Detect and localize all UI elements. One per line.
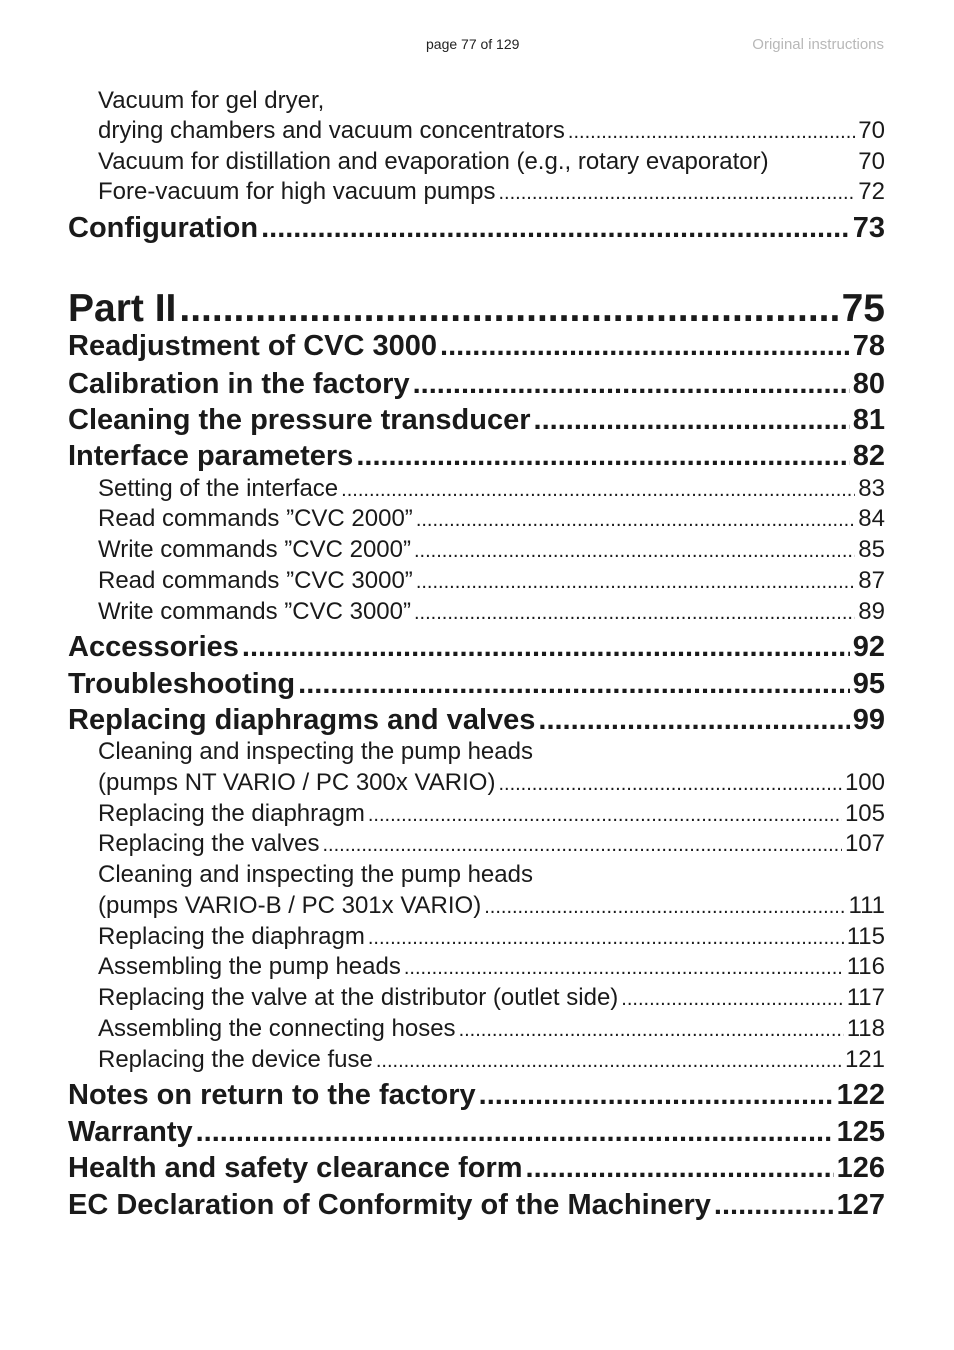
- dot-leader: [416, 505, 855, 534]
- toc-entry-page: 89: [858, 598, 885, 625]
- toc-entry-title: Setting of the interface: [98, 475, 339, 502]
- dot-leader: [538, 702, 849, 738]
- toc-entry-page: 73: [852, 212, 885, 244]
- toc-entry-page: 84: [858, 505, 885, 532]
- toc-entry-title: EC Declaration of Conformity of the Machinery: [68, 1189, 711, 1221]
- toc-entry-page: 116: [846, 953, 885, 980]
- toc-subentry[interactable]: [98, 891, 885, 921]
- toc-subentry[interactable]: [98, 799, 885, 829]
- dot-leader: [413, 366, 850, 402]
- toc-entry-page: 115: [846, 923, 885, 950]
- dot-leader: [568, 117, 855, 146]
- toc-entry-page: 72: [858, 178, 885, 205]
- toc-entry-title: Cleaning the pressure transducer: [68, 404, 531, 436]
- toc-subentry[interactable]: [98, 768, 885, 798]
- toc-subentry[interactable]: [98, 566, 885, 596]
- toc-entry-title: Replacing diaphragms and valves: [68, 704, 536, 736]
- toc-entry-title: (pumps NT VARIO / PC 300x VARIO): [98, 769, 496, 796]
- toc-entry-title: Write commands ”CVC 2000”: [98, 536, 411, 563]
- toc-entry[interactable]: [68, 666, 885, 702]
- dot-leader: [459, 1015, 844, 1044]
- toc-entry-title: Configuration: [68, 212, 259, 244]
- toc-entry-title: (pumps VARIO-B / PC 301x VARIO): [98, 892, 482, 919]
- toc-entry-page: 70: [858, 117, 885, 144]
- dot-leader: [498, 769, 842, 798]
- dot-leader: [368, 923, 844, 952]
- toc-entry[interactable]: [68, 1150, 885, 1186]
- dot-leader: [414, 536, 855, 565]
- toc-entry-page: 75: [841, 287, 885, 330]
- toc-entry-page: 82: [852, 440, 885, 472]
- toc-entry-page: 111: [848, 892, 885, 919]
- dot-leader: [714, 1187, 834, 1223]
- toc-entry-page: 117: [846, 984, 885, 1011]
- toc-entry-title: Warranty: [68, 1116, 193, 1148]
- toc-entry[interactable]: [68, 702, 885, 738]
- toc-entry-title: Replacing the diaphragm: [98, 923, 365, 950]
- toc-subentry[interactable]: [98, 1014, 885, 1044]
- toc-entry-title: Interface parameters: [68, 440, 354, 472]
- toc-entry-title: Readjustment of CVC 3000: [68, 330, 438, 362]
- dot-leader: [242, 629, 850, 665]
- toc-entry-title: Cleaning and inspecting the pump heads: [98, 738, 533, 765]
- toc-entry-title: Assembling the pump heads: [98, 953, 401, 980]
- dot-leader: [298, 666, 850, 702]
- toc-entry-page: 118: [846, 1015, 885, 1042]
- toc-entry-title: Replacing the diaphragm: [98, 800, 365, 827]
- toc-entry-page: 87: [858, 567, 885, 594]
- dot-leader: [196, 1114, 834, 1150]
- toc-entry-title: Assembling the connecting hoses: [98, 1015, 456, 1042]
- toc-entry-page: 126: [836, 1152, 885, 1184]
- toc-entry-page: 70: [858, 148, 885, 175]
- toc-part-entry[interactable]: [68, 286, 885, 332]
- dot-leader: [499, 178, 856, 207]
- toc-entry-page: 107: [844, 830, 885, 857]
- dot-leader: [368, 800, 842, 829]
- toc-entry-page: 127: [836, 1189, 885, 1221]
- toc-entry[interactable]: [68, 1114, 885, 1150]
- toc-entry-title: Write commands ”CVC 3000”: [98, 598, 411, 625]
- dot-leader: [484, 892, 845, 921]
- toc-subentry[interactable]: [98, 474, 885, 504]
- toc-entry[interactable]: [68, 328, 885, 364]
- toc-entry-title: Calibration in the factory: [68, 368, 410, 400]
- toc-entry-page: 83: [858, 475, 885, 502]
- toc-entry[interactable]: [68, 366, 885, 402]
- toc-entry-page: 121: [844, 1046, 885, 1073]
- toc-subentry[interactable]: [98, 116, 885, 146]
- toc-entry-page: 122: [836, 1079, 885, 1111]
- toc-subentry[interactable]: [98, 737, 885, 767]
- dot-leader: [416, 567, 855, 596]
- toc-entry-title: Replacing the device fuse: [98, 1046, 373, 1073]
- page-number: page 77 of 129: [426, 36, 520, 52]
- toc-subentry[interactable]: [98, 504, 885, 534]
- toc-entry-title: Read commands ”CVC 3000”: [98, 567, 413, 594]
- toc-entry-title: Health and safety clearance form: [68, 1152, 523, 1184]
- dot-leader: [414, 598, 855, 627]
- toc-entry[interactable]: [68, 402, 885, 438]
- toc-entry[interactable]: [68, 1187, 885, 1223]
- toc-entry-page: 99: [852, 704, 885, 736]
- toc-entry-title: Replacing the valves: [98, 830, 320, 857]
- dot-leader: [356, 438, 849, 474]
- toc-entry-page: 125: [836, 1116, 885, 1148]
- toc-subentry[interactable]: [98, 86, 885, 116]
- toc-subentry[interactable]: [98, 535, 885, 565]
- dot-leader: [376, 1046, 842, 1075]
- toc-subentry[interactable]: [98, 922, 885, 952]
- toc-subentry[interactable]: [98, 829, 885, 859]
- document-type-label: Original instructions: [752, 36, 884, 53]
- toc-entry-page: 81: [852, 404, 885, 436]
- toc-entry-page: 92: [852, 631, 885, 663]
- toc-subentry[interactable]: [98, 147, 885, 177]
- dot-leader: [534, 402, 850, 438]
- toc-entry-title: Part II: [68, 287, 177, 330]
- toc-entry-title: Troubleshooting: [68, 668, 296, 700]
- toc-subentry[interactable]: [98, 177, 885, 207]
- toc-entry-title: Accessories: [68, 631, 239, 663]
- toc-entry-page: 78: [852, 330, 885, 362]
- toc-entry-title: Cleaning and inspecting the pump heads: [98, 861, 533, 888]
- toc-entry-title: Read commands ”CVC 2000”: [98, 505, 413, 532]
- dot-leader: [526, 1150, 834, 1186]
- toc-entry[interactable]: [68, 1077, 885, 1113]
- toc-entry-page: 80: [852, 368, 885, 400]
- toc-entry-title: Vacuum for gel dryer,: [98, 87, 325, 114]
- toc-subentry[interactable]: [98, 860, 885, 890]
- toc-entry-title: Fore-vacuum for high vacuum pumps: [98, 178, 496, 205]
- dot-leader: [621, 984, 843, 1013]
- toc-subentry[interactable]: [98, 952, 885, 982]
- toc-subentry[interactable]: [98, 983, 885, 1013]
- toc-subentry[interactable]: [98, 1045, 885, 1075]
- dot-leader: [341, 475, 855, 504]
- toc-entry-page: 105: [844, 800, 885, 827]
- dot-leader: [261, 210, 850, 246]
- dot-leader: [179, 286, 838, 332]
- toc-entry-title: Replacing the valve at the distributor (outlet side): [98, 984, 619, 1011]
- dot-leader: [440, 328, 850, 364]
- dot-leader: [404, 953, 844, 982]
- dot-leader: [322, 830, 841, 859]
- toc-entry-page: 100: [844, 769, 885, 796]
- toc-entry[interactable]: [68, 629, 885, 665]
- dot-leader: [479, 1077, 834, 1113]
- toc-entry-title: Notes on return to the factory: [68, 1079, 476, 1111]
- toc-entry-title: drying chambers and vacuum concentrators: [98, 117, 565, 144]
- toc-entry-page: 85: [858, 536, 885, 563]
- toc-subentry[interactable]: [98, 597, 885, 627]
- toc-entry[interactable]: [68, 210, 885, 246]
- page-header: [0, 34, 954, 54]
- toc-entry-page: 95: [852, 668, 885, 700]
- toc-entry[interactable]: [68, 438, 885, 474]
- toc-entry-title: Vacuum for distillation and evaporation (e.g., rotary evaporator): [98, 148, 769, 175]
